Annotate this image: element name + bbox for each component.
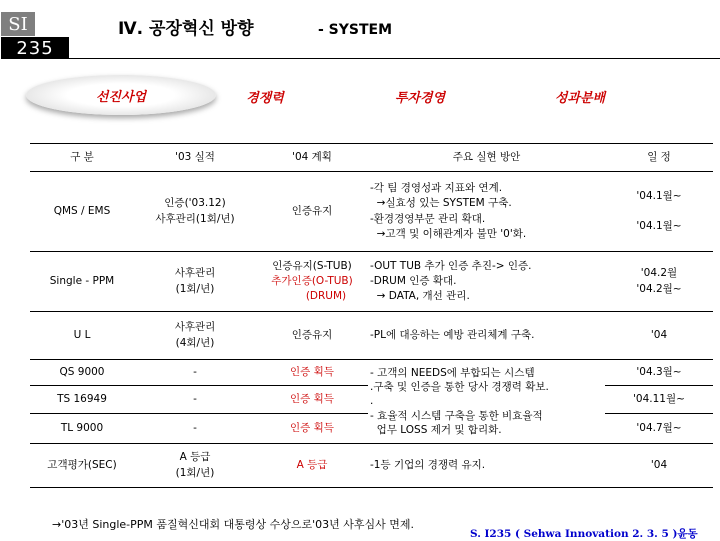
row-plan: 인증 획득 xyxy=(256,360,368,386)
row-actual: - xyxy=(134,360,256,386)
row-plan: 인증 획득 xyxy=(256,414,368,444)
row-name: QS 9000 xyxy=(30,360,134,386)
header-category: 구 분 xyxy=(30,144,134,172)
row-method: -OUT TUB 추가 인증 추진-> 인증. -DRUM 인증 확대. → DATA, 개선 관리. xyxy=(368,252,605,312)
row-plan: 인증 획득 xyxy=(256,386,368,414)
category-competitiveness: 경쟁력 xyxy=(246,90,284,106)
row-name: U L xyxy=(30,312,134,360)
footnote: →'03년 Single-PPM 품질혁신대회 대통령상 수상으로'03년 사후심사 면제. xyxy=(52,518,415,531)
row-actual: 인증('03.12) 사후관리(1회/년) xyxy=(134,172,256,252)
header-method: 주요 실현 방안 xyxy=(368,144,605,172)
row-plan: 인증유지 xyxy=(256,172,368,252)
page-title: Ⅳ. 공장혁신 방향 xyxy=(118,19,254,39)
header-divider xyxy=(30,58,720,59)
table-row xyxy=(30,172,713,252)
row-schedule: '04 xyxy=(605,312,713,360)
row-method: -각 팀 경영성과 지표와 연계. →실효성 있는 SYSTEM 구축. -환경경영부문 관리 확대. →고객 및 이해관계자 불만 '0'화. xyxy=(368,172,605,252)
row-name: QMS / EMS xyxy=(30,172,134,252)
row-actual: 사후관리 (4회/년) xyxy=(134,312,256,360)
page-subtitle: - SYSTEM xyxy=(318,22,393,38)
row-name: 고객평가(SEC) xyxy=(30,444,134,488)
row-name: TL 9000 xyxy=(30,414,134,444)
row-actual: A 등급 (1회/년) xyxy=(134,444,256,488)
si-badge: SI xyxy=(1,12,35,36)
row-schedule: '04.7월~ xyxy=(605,414,713,444)
category-advanced-business: 선진사업 xyxy=(26,75,216,115)
row-method: -1등 기업의 경쟁력 유지. xyxy=(368,444,605,488)
table-row xyxy=(30,312,713,360)
row-actual: 사후관리 (1회/년) xyxy=(134,252,256,312)
row-plan: A 등급 xyxy=(256,444,368,488)
certification-table xyxy=(30,143,713,488)
header-plan-04: '04 계획 xyxy=(256,144,368,172)
table-row xyxy=(30,444,713,488)
source-reference: S. I235 ( Sehwa Innovation 2. 3. 5 )윤동 xyxy=(470,528,698,540)
row-plan: 인증유지 xyxy=(256,312,368,360)
table-row xyxy=(30,360,713,386)
row-name: Single - PPM xyxy=(30,252,134,312)
header-actual-03: '03 실적 xyxy=(134,144,256,172)
row-actual: - xyxy=(134,386,256,414)
category-performance-distribution: 성과분배 xyxy=(554,90,606,106)
row-name: TS 16949 xyxy=(30,386,134,414)
table-header-row xyxy=(30,144,713,172)
page-number-badge: 235 xyxy=(1,37,69,59)
merged-method: - 고객의 NEEDS에 부합되는 시스템 .구축 및 인증을 통한 당사 경쟁력 확보. . - 효율적 시스템 구축을 통한 비효율적 업무 LOSS 제거 및 합리화. xyxy=(368,360,605,444)
table-row xyxy=(30,252,713,312)
category-investment-management: 투자경영 xyxy=(394,90,446,106)
row-plan: 인증유지(S-TUB) 추가인증(O-TUB) (DRUM) xyxy=(256,252,368,312)
row-method: -PL에 대응하는 예방 관리체계 구축. xyxy=(368,312,605,360)
row-schedule: '04.3월~ xyxy=(605,360,713,386)
header-schedule: 일 정 xyxy=(605,144,713,172)
row-schedule: '04 xyxy=(605,444,713,488)
row-schedule: '04.2월 '04.2월~ xyxy=(605,252,713,312)
row-schedule: '04.1월~ '04.1월~ xyxy=(605,172,713,252)
row-schedule: '04.11월~ xyxy=(605,386,713,414)
row-actual: - xyxy=(134,414,256,444)
